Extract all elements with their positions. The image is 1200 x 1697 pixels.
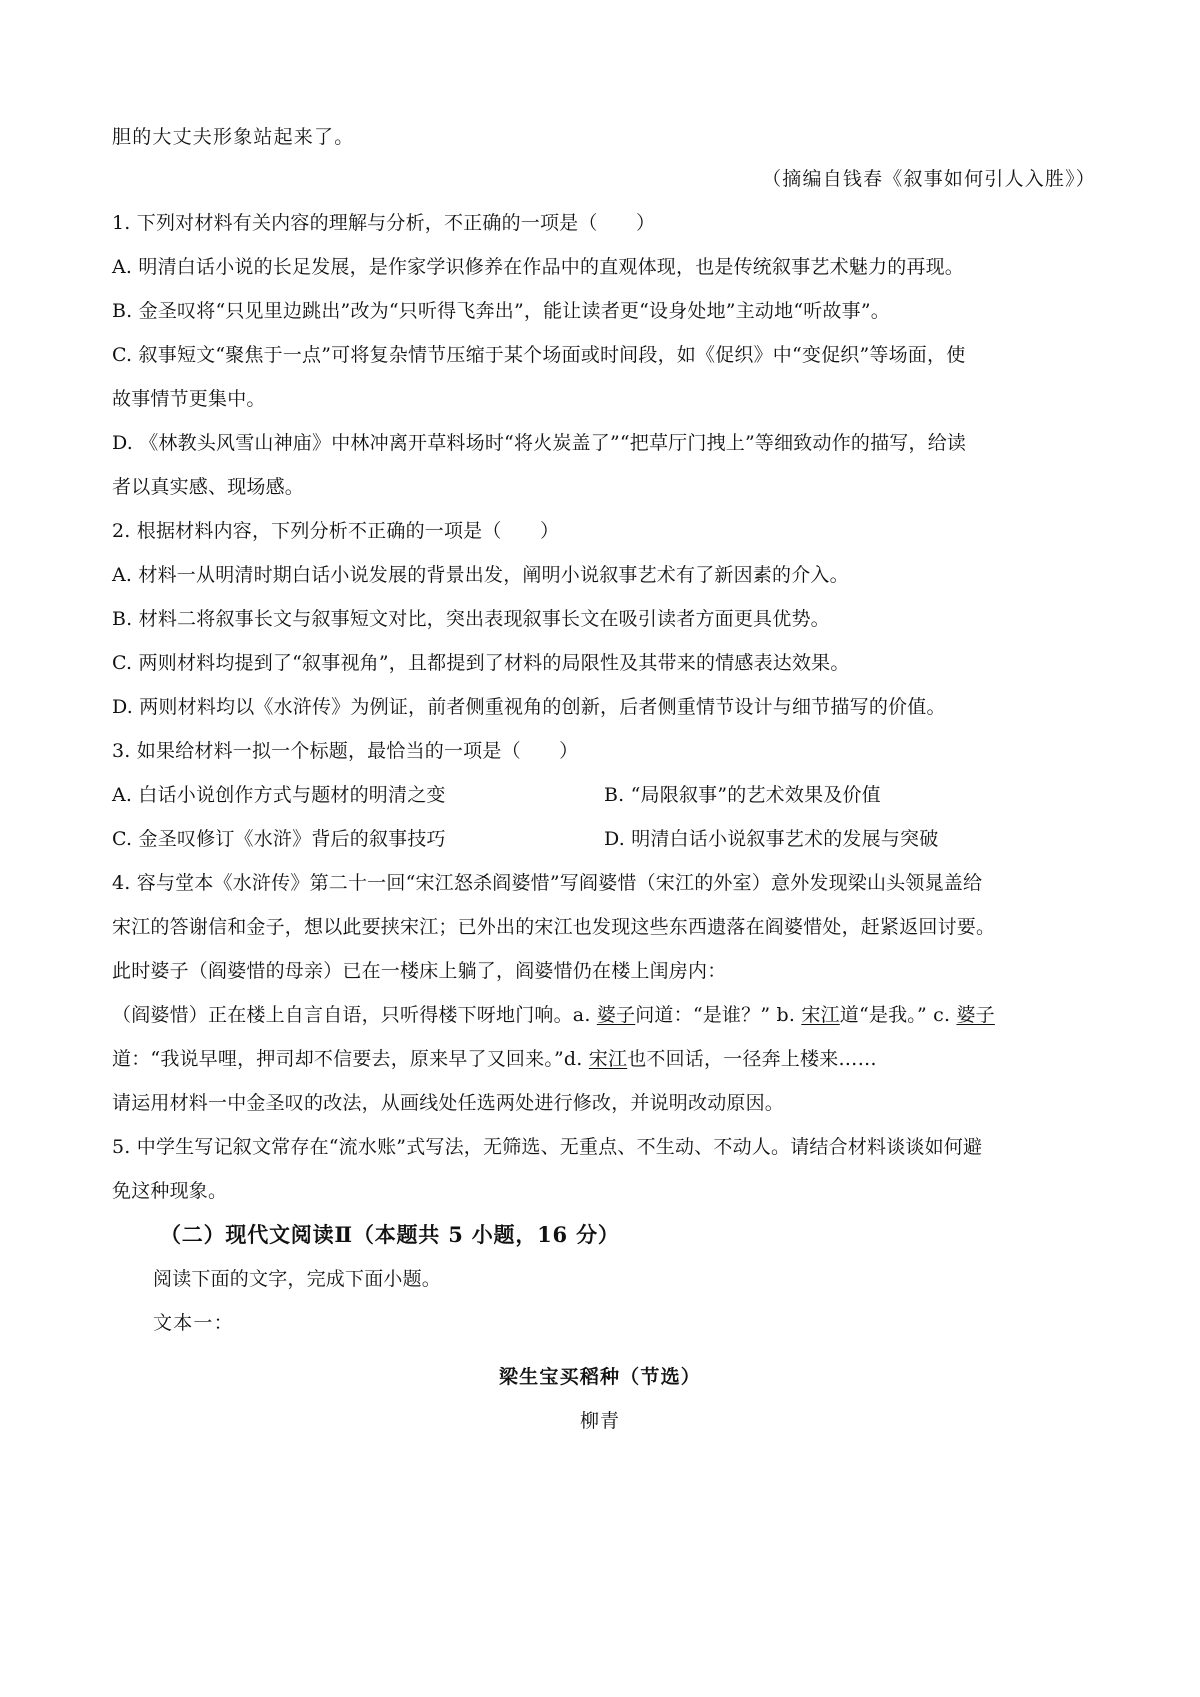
q2-option-a: A. 材料一从明清时期白话小说发展的背景出发，阐明小说叙事艺术有了新因素的介入。: [112, 564, 849, 586]
q1-option-b: B. 金圣叹将“只见里边跳出”改为“只听得飞奔出”，能让读者更“设身处地”主动地“听故事”。: [112, 300, 890, 322]
q4-passage-text: 道“是我。”: [839, 1004, 927, 1026]
q2-option-d: D. 两则材料均以《水浒传》为例证，前者侧重视角的创新，后者侧重情节设计与细节描写的价值。: [112, 696, 946, 718]
q4-passage-text: （阎婆惜）正在楼上自言自语，只听得楼下呀地门响。a.: [112, 1004, 597, 1026]
q4-passage-text: 道：“我说早哩，押司却不信要去，原来早了又回来。”d.: [112, 1048, 589, 1070]
q2-option-b: B. 材料二将叙事长文与叙事短文对比，突出表现叙事长文在吸引读者方面更具优势。: [112, 608, 830, 630]
q4-task: 请运用材料一中金圣叹的改法，从画线处任选两处进行修改，并说明改动原因。: [112, 1092, 785, 1114]
q3-option-c: C. 金圣叹修订《水浒》背后的叙事技巧: [112, 828, 446, 850]
section-heading: （二）现代文阅读Ⅱ（本题共 5 小题，16 分）: [160, 1222, 620, 1247]
q1-option-a: A. 明清白话小说的长足发展，是作家学识修养在作品中的直观体现，也是传统叙事艺术魅力的再现。: [112, 256, 965, 278]
q1-stem: 1. 下列对材料有关内容的理解与分析，不正确的一项是（ ）: [112, 212, 656, 234]
text-label: 文本一：: [153, 1312, 234, 1334]
q1-option-d-line2: 者以真实感、现场感。: [112, 476, 305, 498]
q1-option-c-line1: C. 叙事短文“聚焦于一点”可将复杂情节压缩于某个场面或时间段，如《促织》中“变促织”等场面，使: [112, 344, 966, 366]
source-citation: （摘编自钱春《叙事如何引人入胜》）: [762, 168, 1096, 190]
q4-underlined-b: 宋江: [801, 1004, 840, 1026]
q2-stem: 2. 根据材料内容，下列分析不正确的一项是（ ）: [112, 520, 560, 542]
q2-option-c: C. 两则材料均提到了“叙事视角”，且都提到了材料的局限性及其带来的情感表达效果。: [112, 652, 850, 674]
q5-line1: 5. 中学生写记叙文常存在“流水账”式写法，无筛选、无重点、不生动、不动人。请结合材料谈谈如何避: [112, 1136, 983, 1158]
q4-underlined-d: 宋江: [588, 1048, 628, 1070]
q3-option-a: A. 白话小说创作方式与题材的明清之变: [112, 784, 446, 806]
q4-passage-line1: [112, 1002, 995, 1028]
passage-title: 梁生宝买稻种（节选）: [498, 1366, 701, 1388]
q4-passage-text: 也不回话，一径奔上楼来……: [627, 1048, 877, 1070]
q1-option-c-line2: 故事情节更集中。: [112, 388, 266, 410]
q4-stem-line1: 4. 容与堂本《水浒传》第二十一回“宋江怒杀阎婆惜”写阎婆惜（宋江的外室）意外发现梁山头领晁盖给: [112, 872, 983, 894]
q3-option-d: D. 明清白话小说叙事艺术的发展与突破: [604, 828, 939, 850]
continued-text-line: 胆的大丈夫形象站起来了。: [112, 126, 355, 148]
section-instruction: 阅读下面的文字，完成下面小题。: [153, 1268, 442, 1290]
q4-underlined-c: 婆子: [956, 1004, 995, 1026]
q1-option-d-line1: D. 《林教头风雪山神庙》中林冲离开草料场时“将火炭盖了”“把草厅门拽上”等细致动作的描写，给读: [112, 432, 967, 454]
q4-passage-text: b.: [776, 1004, 802, 1026]
q4-passage-line2: [112, 1046, 877, 1072]
q3-stem: 3. 如果给材料一拟一个标题，最恰当的一项是（ ）: [112, 740, 579, 762]
q4-underlined-a: 婆子: [596, 1004, 636, 1026]
q4-stem-line2: 宋江的答谢信和金子，想以此要挟宋江；已外出的宋江也发现这些东西遗落在阎婆惜处，赶紧返回讨要。: [112, 916, 996, 938]
q4-passage-text: 问道：“是谁？”: [635, 1004, 771, 1026]
q5-line2: 免这种现象。: [112, 1180, 228, 1202]
q3-option-b: B. “局限叙事”的艺术效果及价值: [604, 784, 881, 806]
q4-stem-line3: 此时婆子（阎婆惜的母亲）已在一楼床上躺了，阎婆惜仍在楼上闺房内：: [112, 960, 727, 982]
passage-author: 柳青: [579, 1410, 620, 1432]
q4-passage-text: c.: [933, 1004, 957, 1026]
